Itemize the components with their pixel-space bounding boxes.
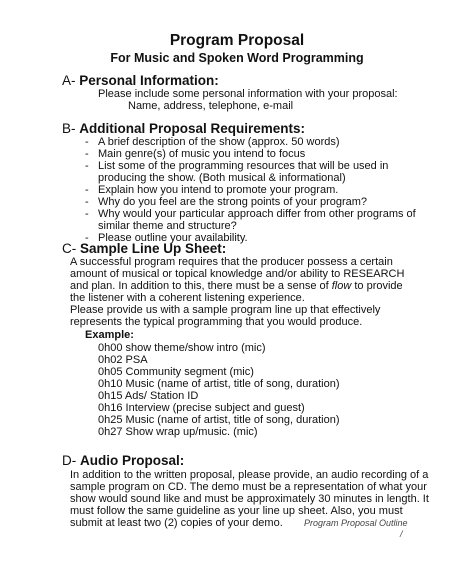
section-b-line: similar theme and structure? — [98, 220, 237, 232]
document-title: Program Proposal — [169, 32, 305, 49]
section-b-prefix: B- — [62, 121, 80, 136]
section-c-line: represents the typical programming that you would produce. — [70, 316, 363, 328]
section-d-line: show would sound like and must be approximately 30 minutes in length. It — [70, 493, 429, 505]
section-b-line: producing the show. (Both musical & informational) — [98, 172, 346, 184]
section-c-line: A successful program requires that the producer possess a certain — [70, 256, 393, 268]
section-b-line: Why do you feel are the strong points of your program? — [98, 196, 368, 208]
section-b-line: Explain how you intend to promote your program. — [98, 184, 339, 196]
section-a-heading — [62, 73, 219, 88]
section-d-title: Audio Proposal: — [80, 453, 185, 468]
section-d-line: must follow the same guideline as your line up sheet. Also, you must — [70, 505, 403, 517]
section-b-line: Main genre(s) of music you intend to focus — [98, 148, 306, 160]
section-c-line: the listener with a coherent listening experience. — [70, 292, 305, 304]
lineup-item: 0h25 Music (name of artist, title of song, duration) — [98, 414, 340, 426]
emphasis-flow: flow — [331, 280, 352, 292]
section-a-line: Name, address, telephone, e-mail — [128, 100, 294, 112]
lineup-item: 0h02 PSA — [98, 354, 148, 366]
section-b-heading — [62, 121, 305, 136]
bullet-dash: - — [85, 208, 89, 220]
bullet-dash: - — [85, 160, 89, 172]
section-d-prefix: D- — [62, 453, 80, 468]
bullet-dash: - — [85, 136, 89, 148]
section-c-text: and plan. In addition to this, there must be a sense of — [70, 280, 329, 292]
section-d-heading — [62, 453, 184, 468]
section-c-title: Sample Line Up Sheet: — [80, 241, 227, 256]
footer-page-mark: / — [400, 529, 403, 539]
example-label: Example: — [85, 329, 134, 341]
lineup-item: 0h05 Community segment (mic) — [98, 366, 254, 378]
section-c-heading — [62, 241, 226, 256]
section-d-line: In addition to the written proposal, please provide, an audio recording of a — [70, 469, 429, 481]
section-c-text: to provide — [351, 280, 403, 292]
lineup-item: 0h00 show theme/show intro (mic) — [98, 342, 266, 354]
bullet-dash: - — [85, 232, 89, 244]
section-c-line: Please provide us with a sample program line up that effectively — [70, 304, 381, 316]
section-b-line: List some of the programming resources that will be used in — [98, 160, 389, 172]
section-a-prefix: A- — [62, 73, 80, 88]
section-d-line: submit at least two (2) copies of your demo. — [70, 517, 283, 529]
section-d-line: sample program on CD. The demo must be a representation of what your — [70, 481, 427, 493]
footer-outline-label: Program Proposal Outline — [304, 518, 408, 528]
lineup-item: 0h15 Ads/ Station ID — [98, 390, 199, 402]
lineup-item: 0h27 Show wrap up/music. (mic) — [98, 426, 258, 438]
section-c-prefix: C- — [62, 241, 80, 256]
section-b-line: Please outline your availability. — [98, 232, 248, 244]
bullet-dash: - — [85, 196, 89, 208]
section-b-line: A brief description of the show (approx. 50 words) — [98, 136, 340, 148]
section-a-title: Personal Information: — [79, 73, 219, 88]
lineup-item: 0h10 Music (name of artist, title of song, duration) — [98, 378, 340, 390]
bullet-dash: - — [85, 184, 89, 196]
section-b-title: Additional Proposal Requirements: — [79, 121, 306, 136]
section-c-line: amount of musical or topical knowledge and/or ability to RESEARCH — [70, 268, 405, 280]
section-b-line: Why would your particular approach differ from other programs of — [98, 208, 416, 220]
document-subtitle: For Music and Spoken Word Programming — [110, 51, 364, 65]
lineup-item: 0h16 Interview (precise subject and guest) — [98, 402, 305, 414]
section-a-line: Please include some personal information with your proposal: — [98, 88, 398, 100]
bullet-dash: - — [85, 148, 89, 160]
